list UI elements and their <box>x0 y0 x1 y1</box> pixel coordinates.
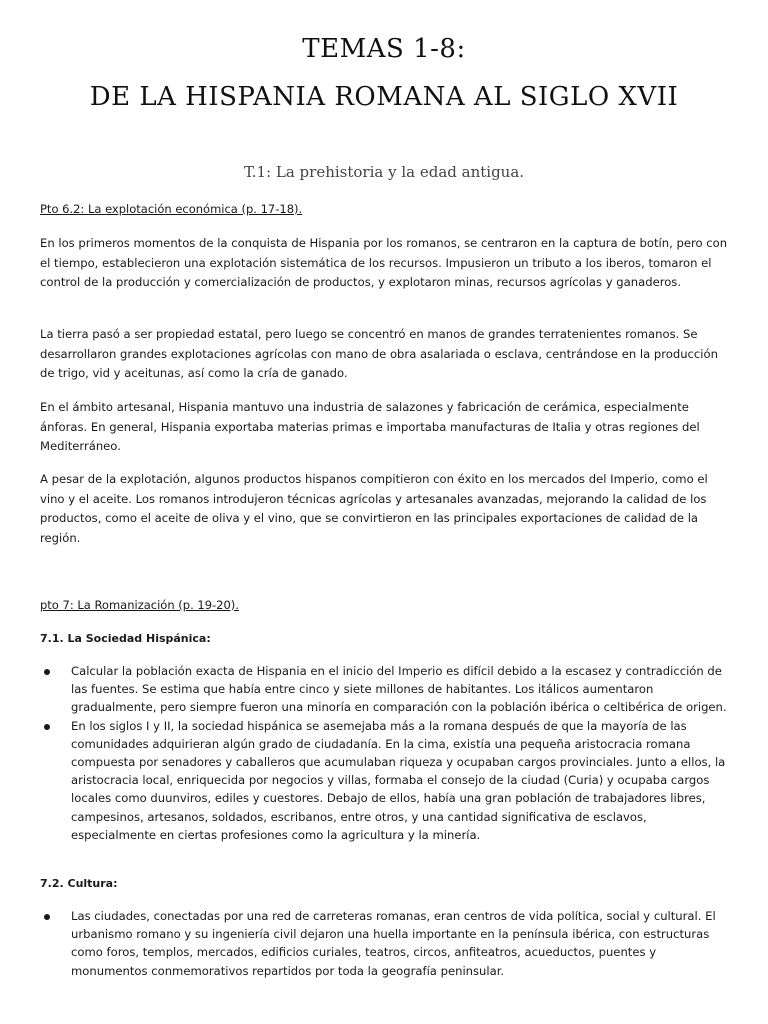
title-line-1: TEMAS 1-8: <box>302 34 466 64</box>
bullet-dot-icon <box>44 669 50 675</box>
bullet-dot-icon <box>44 914 50 920</box>
subtitle: T.1: La prehistoria y la edad antigua. <box>243 163 525 181</box>
list-item: Las ciudades, conectadas por una red de carreteras romanas, eran centros de vida política, social y cultural. El urbanismo romano y su ingeniería civil dejaron una huella importante en la península ibérica, con estructuras como foros, templos, mercados, edificios curiales, teatros, circos, anfiteatros, acueductos, puentes y monumentos conmemorativos repartidos por toda la geografía peninsular. <box>40 907 730 980</box>
paragraph: La tierra pasó a ser propiedad estatal, pero luego se concentró en manos de grandes terratenientes romanos. Se desarrollaron grandes explotaciones agrícolas con mano de obra asalariada o esclava, centrándose en la producción de trigo, vid y aceitunas, así como la cría de ganado. <box>40 327 718 380</box>
subsection-heading-sociedad: 7.1. La Sociedad Hispánica: <box>40 632 211 645</box>
paragraph: A pesar de la explotación, algunos productos hispanos compitieron con éxito en los mercados del Imperio, como el vino y el aceite. Los romanos introdujeron técnicas agrícolas y artesanales avanzadas, mejorando la calidad de los productos, como el aceite de oliva y el vino, que se convirtieron en las principales exportaciones de calidad de la región. <box>40 472 708 545</box>
section-heading-romanizacion[interactable]: pto 7: La Romanización (p. 19-20). <box>40 598 239 612</box>
list-item: En los siglos I y II, la sociedad hispánica se asemejaba más a la romana después de que la mayoría de las comunidades adquirieran algún grado de ciudadanía. En la cima, existía una pequeña aristocracia romana compuesta por senadores y caballeros que acumulaban riqueza y ocupaban cargos provinciales. Junto a ellos, la aristocracia local, enriquecida por negocios y villas, formaba el consejo de la ciudad (Curia) y ocupaba cargos locales como duunviros, ediles y cuestores. Debajo de ellos, había una gran población de trabajadores libres, campesinos, artesanos, soldados, escribanos, entre otros, y una cantidad significativa de esclavos, especialmente en ciertas profesiones como la agricultura y la minería. <box>40 717 730 844</box>
bullet-list-sociedad <box>40 662 730 844</box>
bullet-list-cultura <box>40 907 730 980</box>
list-item: Calcular la población exacta de Hispania en el inicio del Imperio es difícil debido a la escasez y contradicción de las fuentes. Se estima que había entre cinco y siete millones de habitantes. Los itálicos aumentaron gradualmente, pero siempre fueron una minoría en comparación con la población ibérica o celtibérica de origen. <box>40 662 730 717</box>
paragraph: En los primeros momentos de la conquista de Hispania por los romanos, se centraron en la captura de botín, pero con el tiempo, establecieron una explotación sistemática de los recursos. Impusieron un tributo a los iberos, tomaron el control de la producción y comercialización de productos, y explotaron minas, recursos agrícolas y ganaderos. <box>40 236 728 289</box>
subsection-heading-cultura: 7.2. Cultura: <box>40 877 118 890</box>
bullet-dot-icon <box>44 724 50 730</box>
section-heading-explotacion[interactable]: Pto 6.2: La explotación económica (p. 17-18). <box>40 202 303 216</box>
title-line-2: DE LA HISPANIA ROMANA AL SIGLO XVII <box>89 82 679 112</box>
paragraph: En el ámbito artesanal, Hispania mantuvo una industria de salazones y fabricación de cerámica, especialmente ánforas. En general, Hispania exportaba materias primas e importaba manufacturas de Italia y otras regiones del Mediterráneo. <box>40 400 700 453</box>
